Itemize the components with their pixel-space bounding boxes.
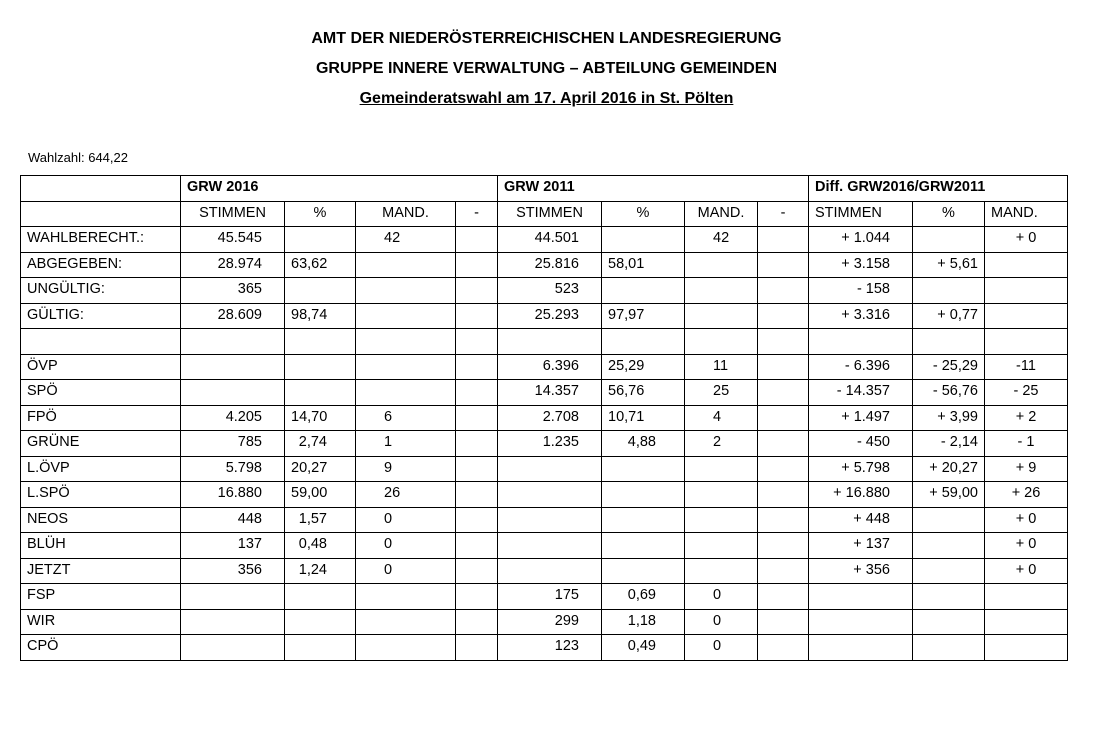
table-cell bbox=[498, 329, 602, 355]
table-cell: + 0 bbox=[985, 227, 1068, 253]
table-cell bbox=[685, 303, 758, 329]
table-row bbox=[21, 227, 1068, 253]
table-cell bbox=[685, 482, 758, 508]
table-cell bbox=[456, 533, 498, 559]
table-cell: 0 bbox=[356, 533, 456, 559]
table-cell bbox=[602, 507, 685, 533]
table-cell: 356 bbox=[181, 558, 285, 584]
table-cell bbox=[356, 303, 456, 329]
table-cell: 0,48 bbox=[285, 533, 356, 559]
table-row bbox=[21, 584, 1068, 610]
table-cell bbox=[456, 482, 498, 508]
table-cell: + 5,61 bbox=[913, 252, 985, 278]
table-cell bbox=[356, 609, 456, 635]
table-cell: - 14.357 bbox=[809, 380, 913, 406]
table-cell bbox=[758, 380, 809, 406]
table-cell: 123 bbox=[498, 635, 602, 661]
table-cell: 0 bbox=[685, 609, 758, 635]
table-row bbox=[21, 558, 1068, 584]
table-cell bbox=[758, 431, 809, 457]
table-cell: 59,00 bbox=[285, 482, 356, 508]
table-cell: 28.609 bbox=[181, 303, 285, 329]
table-cell bbox=[498, 482, 602, 508]
table-cell: 0 bbox=[685, 584, 758, 610]
row-label: UNGÜLTIG: bbox=[21, 278, 181, 304]
table-cell bbox=[685, 252, 758, 278]
table-cell bbox=[181, 354, 285, 380]
table-cell bbox=[985, 278, 1068, 304]
table-cell bbox=[181, 329, 285, 355]
table-cell: 6.396 bbox=[498, 354, 602, 380]
table-cell: 63,62 bbox=[285, 252, 356, 278]
table-cell: 97,97 bbox=[602, 303, 685, 329]
table-cell bbox=[758, 507, 809, 533]
table-cell: 365 bbox=[181, 278, 285, 304]
table-cell: - 158 bbox=[809, 278, 913, 304]
table-cell bbox=[685, 456, 758, 482]
table-cell: 0,49 bbox=[602, 635, 685, 661]
table-cell bbox=[758, 584, 809, 610]
table-cell bbox=[456, 380, 498, 406]
table-cell bbox=[809, 584, 913, 610]
table-cell bbox=[498, 456, 602, 482]
table-cell bbox=[602, 329, 685, 355]
row-label: SPÖ bbox=[21, 380, 181, 406]
table-cell bbox=[809, 329, 913, 355]
table-cell bbox=[758, 405, 809, 431]
table-cell bbox=[356, 252, 456, 278]
table-cell bbox=[685, 278, 758, 304]
table-cell bbox=[685, 558, 758, 584]
table-cell bbox=[181, 609, 285, 635]
table-cell: 1,18 bbox=[602, 609, 685, 635]
table-cell bbox=[285, 609, 356, 635]
table-cell: 2 bbox=[685, 431, 758, 457]
row-label: NEOS bbox=[21, 507, 181, 533]
table-cell bbox=[758, 609, 809, 635]
table-cell bbox=[758, 303, 809, 329]
table-cell bbox=[181, 584, 285, 610]
table-cell bbox=[356, 329, 456, 355]
table-cell bbox=[913, 507, 985, 533]
table-row bbox=[21, 482, 1068, 508]
group-diff: Diff. GRW2016/GRW2011 bbox=[809, 176, 1068, 202]
table-cell bbox=[758, 354, 809, 380]
row-label: FSP bbox=[21, 584, 181, 610]
table-cell: 98,74 bbox=[285, 303, 356, 329]
table-cell bbox=[285, 584, 356, 610]
table-cell bbox=[913, 278, 985, 304]
table-cell bbox=[456, 252, 498, 278]
table-cell: 25,29 bbox=[602, 354, 685, 380]
table-cell: + 1.044 bbox=[809, 227, 913, 253]
table-cell bbox=[356, 584, 456, 610]
table-cell bbox=[181, 380, 285, 406]
column-header: STIMMEN bbox=[498, 201, 602, 227]
table-cell: 175 bbox=[498, 584, 602, 610]
table-cell bbox=[809, 635, 913, 661]
table-cell: 42 bbox=[356, 227, 456, 253]
table-cell: + 0 bbox=[985, 507, 1068, 533]
table-cell: 26 bbox=[356, 482, 456, 508]
row-label: WAHLBERECHT.: bbox=[21, 227, 181, 253]
table-cell: + 9 bbox=[985, 456, 1068, 482]
table-cell: 56,76 bbox=[602, 380, 685, 406]
table-cell bbox=[456, 507, 498, 533]
table-cell: 45.545 bbox=[181, 227, 285, 253]
table-row bbox=[21, 456, 1068, 482]
table-cell bbox=[456, 431, 498, 457]
table-cell bbox=[498, 558, 602, 584]
corner-cell bbox=[21, 201, 181, 227]
table-cell bbox=[758, 558, 809, 584]
group-grw2016: GRW 2016 bbox=[181, 176, 498, 202]
table-cell: - 25 bbox=[985, 380, 1068, 406]
table-cell bbox=[602, 533, 685, 559]
table-cell bbox=[758, 329, 809, 355]
table-cell: 4,88 bbox=[602, 431, 685, 457]
table-cell bbox=[913, 558, 985, 584]
table-cell bbox=[913, 533, 985, 559]
table-cell bbox=[985, 609, 1068, 635]
table-cell: + 16.880 bbox=[809, 482, 913, 508]
table-row bbox=[21, 533, 1068, 559]
row-label: L.ÖVP bbox=[21, 456, 181, 482]
row-label: ABGEGEBEN: bbox=[21, 252, 181, 278]
table-cell: 137 bbox=[181, 533, 285, 559]
table-cell: 25.293 bbox=[498, 303, 602, 329]
document-title: Gemeinderatswahl am 17. April 2016 in St. Pölten bbox=[359, 90, 734, 107]
table-row bbox=[21, 303, 1068, 329]
column-header: MAND. bbox=[985, 201, 1068, 227]
table-cell: + 20,27 bbox=[913, 456, 985, 482]
table-cell bbox=[758, 227, 809, 253]
table-cell: 2,74 bbox=[285, 431, 356, 457]
table-cell bbox=[985, 635, 1068, 661]
table-cell bbox=[913, 584, 985, 610]
table-cell: - 25,29 bbox=[913, 354, 985, 380]
table-cell bbox=[456, 635, 498, 661]
column-header: - bbox=[758, 201, 809, 227]
table-cell: 11 bbox=[685, 354, 758, 380]
table-cell bbox=[456, 405, 498, 431]
table-cell: 0 bbox=[356, 507, 456, 533]
column-header: MAND. bbox=[685, 201, 758, 227]
table-cell bbox=[985, 252, 1068, 278]
table-cell bbox=[456, 278, 498, 304]
table-cell bbox=[602, 227, 685, 253]
column-header: % bbox=[913, 201, 985, 227]
results-table bbox=[20, 175, 1068, 661]
table-cell bbox=[285, 227, 356, 253]
table-cell: 4 bbox=[685, 405, 758, 431]
table-cell: 14.357 bbox=[498, 380, 602, 406]
table-cell: + 26 bbox=[985, 482, 1068, 508]
table-cell: 448 bbox=[181, 507, 285, 533]
table-cell bbox=[913, 609, 985, 635]
table-cell bbox=[985, 303, 1068, 329]
table-cell: + 5.798 bbox=[809, 456, 913, 482]
table-cell: + 356 bbox=[809, 558, 913, 584]
table-cell bbox=[456, 227, 498, 253]
table-cell: - 56,76 bbox=[913, 380, 985, 406]
table-cell: 25 bbox=[685, 380, 758, 406]
table-cell bbox=[456, 354, 498, 380]
wahlzahl-label: Wahlzahl: 644,22 bbox=[28, 150, 128, 165]
table-cell bbox=[685, 507, 758, 533]
table-cell bbox=[181, 635, 285, 661]
header-authority: AMT DER NIEDERÖSTERREICHISCHEN LANDESREGIERUNG bbox=[311, 30, 782, 47]
table-cell bbox=[758, 635, 809, 661]
table-cell: - 2,14 bbox=[913, 431, 985, 457]
column-header: STIMMEN bbox=[809, 201, 913, 227]
table-cell bbox=[456, 456, 498, 482]
table-cell bbox=[285, 354, 356, 380]
column-header: STIMMEN bbox=[181, 201, 285, 227]
table-cell: - 1 bbox=[985, 431, 1068, 457]
table-cell bbox=[685, 533, 758, 559]
table-row bbox=[21, 380, 1068, 406]
table-cell: 0 bbox=[356, 558, 456, 584]
header-department: GRUPPE INNERE VERWALTUNG – ABTEILUNG GEMEINDEN bbox=[315, 60, 778, 77]
table-cell bbox=[985, 584, 1068, 610]
table-cell bbox=[356, 354, 456, 380]
table-cell bbox=[758, 278, 809, 304]
table-cell: 20,27 bbox=[285, 456, 356, 482]
table-cell: - 450 bbox=[809, 431, 913, 457]
table-cell: + 137 bbox=[809, 533, 913, 559]
table-row bbox=[21, 507, 1068, 533]
table-cell: 44.501 bbox=[498, 227, 602, 253]
row-label: CPÖ bbox=[21, 635, 181, 661]
table-cell bbox=[985, 329, 1068, 355]
table-cell: 1,57 bbox=[285, 507, 356, 533]
table-cell bbox=[285, 329, 356, 355]
table-cell: 16.880 bbox=[181, 482, 285, 508]
row-label bbox=[21, 329, 181, 355]
table-cell: - 6.396 bbox=[809, 354, 913, 380]
table-cell bbox=[356, 380, 456, 406]
group-grw2011: GRW 2011 bbox=[498, 176, 809, 202]
table-cell bbox=[498, 507, 602, 533]
table-cell: 10,71 bbox=[602, 405, 685, 431]
table-cell: 6 bbox=[356, 405, 456, 431]
table-cell: + 0 bbox=[985, 558, 1068, 584]
table-cell bbox=[913, 227, 985, 253]
table-cell bbox=[758, 456, 809, 482]
table-row bbox=[21, 329, 1068, 355]
table-cell bbox=[356, 278, 456, 304]
table-cell bbox=[809, 609, 913, 635]
table-cell: 4.205 bbox=[181, 405, 285, 431]
table-cell bbox=[456, 609, 498, 635]
table-cell bbox=[356, 635, 456, 661]
table-cell: 9 bbox=[356, 456, 456, 482]
table-row bbox=[21, 354, 1068, 380]
table-cell bbox=[285, 278, 356, 304]
table-cell: 14,70 bbox=[285, 405, 356, 431]
table-cell: + 3.158 bbox=[809, 252, 913, 278]
table-cell: 785 bbox=[181, 431, 285, 457]
table-cell bbox=[602, 278, 685, 304]
table-cell: 2.708 bbox=[498, 405, 602, 431]
group-header-row bbox=[21, 176, 1068, 202]
row-label: FPÖ bbox=[21, 405, 181, 431]
column-header: % bbox=[602, 201, 685, 227]
table-cell bbox=[456, 329, 498, 355]
table-row bbox=[21, 635, 1068, 661]
table-row bbox=[21, 405, 1068, 431]
row-label: ÖVP bbox=[21, 354, 181, 380]
table-cell bbox=[456, 584, 498, 610]
table-row bbox=[21, 252, 1068, 278]
table-cell bbox=[758, 533, 809, 559]
subheader-row bbox=[21, 201, 1068, 227]
table-cell: 1,24 bbox=[285, 558, 356, 584]
table-cell: 42 bbox=[685, 227, 758, 253]
table-cell: + 448 bbox=[809, 507, 913, 533]
table-row bbox=[21, 278, 1068, 304]
table-row bbox=[21, 609, 1068, 635]
table-cell bbox=[602, 558, 685, 584]
row-label: L.SPÖ bbox=[21, 482, 181, 508]
table-cell: 5.798 bbox=[181, 456, 285, 482]
table-cell: + 2 bbox=[985, 405, 1068, 431]
column-header: % bbox=[285, 201, 356, 227]
table-cell bbox=[456, 558, 498, 584]
row-label: GRÜNE bbox=[21, 431, 181, 457]
row-label: GÜLTIG: bbox=[21, 303, 181, 329]
table-cell bbox=[685, 329, 758, 355]
table-cell: + 3,99 bbox=[913, 405, 985, 431]
table-cell bbox=[456, 303, 498, 329]
table-cell: + 59,00 bbox=[913, 482, 985, 508]
row-label: WIR bbox=[21, 609, 181, 635]
table-cell: 25.816 bbox=[498, 252, 602, 278]
table-cell: 523 bbox=[498, 278, 602, 304]
table-cell: 0,69 bbox=[602, 584, 685, 610]
table-cell bbox=[758, 252, 809, 278]
table-cell: -11 bbox=[985, 354, 1068, 380]
table-cell bbox=[913, 635, 985, 661]
table-cell: 299 bbox=[498, 609, 602, 635]
table-cell: + 3.316 bbox=[809, 303, 913, 329]
corner-cell bbox=[21, 176, 181, 202]
table-cell bbox=[602, 456, 685, 482]
column-header: - bbox=[456, 201, 498, 227]
table-cell: 28.974 bbox=[181, 252, 285, 278]
table-cell bbox=[285, 380, 356, 406]
table-row bbox=[21, 431, 1068, 457]
table-cell bbox=[285, 635, 356, 661]
table-cell: 58,01 bbox=[602, 252, 685, 278]
table-cell bbox=[758, 482, 809, 508]
table-cell: 1 bbox=[356, 431, 456, 457]
table-cell: + 1.497 bbox=[809, 405, 913, 431]
table-cell: + 0,77 bbox=[913, 303, 985, 329]
table-cell: 0 bbox=[685, 635, 758, 661]
row-label: BLÜH bbox=[21, 533, 181, 559]
table-cell: 1.235 bbox=[498, 431, 602, 457]
column-header: MAND. bbox=[356, 201, 456, 227]
table-cell bbox=[602, 482, 685, 508]
table-cell bbox=[498, 533, 602, 559]
table-cell: + 0 bbox=[985, 533, 1068, 559]
table-cell bbox=[913, 329, 985, 355]
row-label: JETZT bbox=[21, 558, 181, 584]
